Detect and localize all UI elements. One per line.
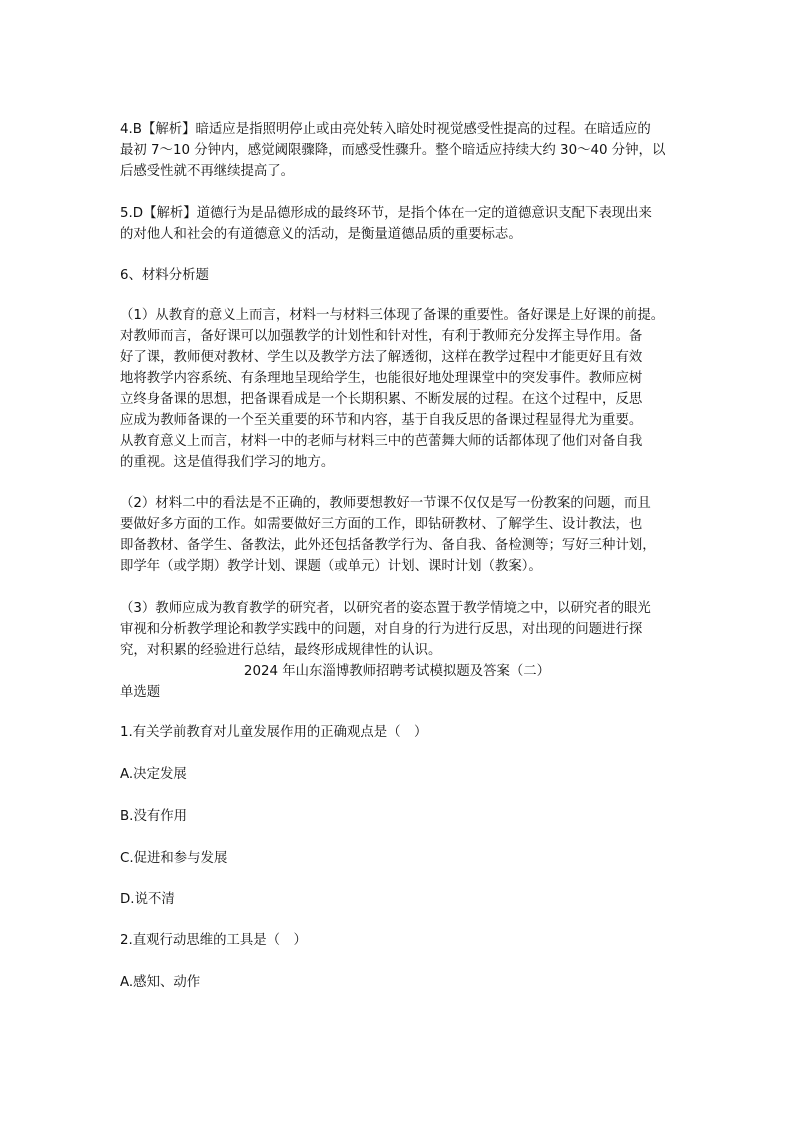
text-line: 2.直观行动思维的工具是（ ）	[120, 933, 307, 948]
question-2-option-a	[120, 972, 685, 993]
text-line: （1）从教育的意义上而言，材料一与材料三体现了备课的重要性。备好课是上好课的前提。	[120, 308, 665, 323]
text-line: 审视和分析教学理论和教学实践中的问题，对自身的行为进行反思，对出现的问题进行探	[120, 622, 643, 637]
text-line: D.说不清	[120, 892, 175, 907]
text-line: B.没有作用	[120, 809, 188, 824]
text-line: 即学年（或学期）教学计划、课题（或单元）计划、课时计划（教案）。	[120, 559, 542, 574]
text-line: 的对他人和社会的有道德意义的活动，是衡量道德品质的重要标志。	[120, 227, 522, 242]
answer-4-explanation	[120, 119, 685, 182]
text-line: 6、材料分析题	[120, 268, 209, 283]
text-line: （2）材料二中的看法是不正确的，教师要想教好一节课不仅仅是写一份教案的问题，而且	[120, 496, 651, 511]
text-line: 单选题	[120, 685, 161, 700]
question-1-stem	[120, 722, 685, 743]
question-1-option-b	[120, 806, 685, 827]
text-line: 从教育意义上而言，材料一中的老师与材料三中的芭蕾舞大师的话都体现了他们对备自我	[120, 434, 643, 449]
text-line: 的重视。这是值得我们学习的地方。	[120, 455, 335, 470]
text-line: 最初 7～10 分钟内，感觉阈限骤降，而感受性骤升。整个暗适应持续大约 30～40 分钟，以	[120, 143, 666, 158]
text-line: （3）教师应成为教育教学的研究者，以研究者的姿态置于教学情境之中，以研究者的眼光	[120, 601, 651, 616]
text-line: 即备教材、备学生、备教法，此外还包括备教学行为、备自我、备检测等；写好三种计划，	[120, 538, 656, 553]
exam-title: 2024 年山东淄博教师招聘考试模拟题及答案（二）	[243, 664, 551, 679]
material-analysis-part-3	[120, 598, 685, 661]
material-analysis-part-1	[120, 305, 685, 473]
text-line: 究，对积累的经验进行总结，最终形成规律性的认识。	[120, 643, 442, 658]
text-line: 地将教学内容系统、有条理地呈现给学生，也能很好地处理课堂中的突发事件。教师应树	[120, 371, 643, 386]
text-line: 立终身备课的思想，把备课看成是一个长期积累、不断发展的过程。在这个过程中，反思	[120, 392, 643, 407]
question-1-option-d	[120, 889, 685, 910]
text-line: 应成为教师备课的一个至关重要的环节和内容，基于自我反思的备课过程显得尤为重要。	[120, 413, 643, 428]
section-6-heading	[120, 265, 685, 286]
text-line: 4.B【解析】暗适应是指照明停止或由亮处转入暗处时视觉感受性提高的过程。在暗适应的	[120, 122, 651, 137]
question-1-option-c	[120, 848, 685, 869]
text-line: 5.D【解析】道德行为是品德形成的最终环节，是指个体在一定的道德意识支配下表现出来	[120, 206, 652, 221]
material-analysis-part-2	[120, 493, 685, 577]
text-line: A.感知、动作	[120, 975, 201, 990]
text-line: 后感受性就不再继续提高了。	[120, 164, 295, 179]
text-line: 1.有关学前教育对儿童发展作用的正确观点是（ ）	[120, 725, 428, 740]
text-line: 好了课，教师便对教材、学生以及教学方法了解透彻，这样在教学过程中才能更好且有效	[120, 350, 643, 365]
answer-5-explanation	[120, 203, 685, 245]
question-2-stem	[120, 930, 685, 951]
text-line: C.促进和参与发展	[120, 851, 228, 866]
text-line: 对教师而言，备好课可以加强教学的计划性和针对性，有利于教师充分发挥主导作用。备	[120, 329, 643, 344]
section-label	[120, 682, 685, 703]
text-line: 要做好多方面的工作。如需要做好三方面的工作，即钻研教材、了解学生、设计教法，也	[120, 517, 643, 532]
text-line: A.决定发展	[120, 767, 187, 782]
question-1-option-a	[120, 764, 685, 785]
